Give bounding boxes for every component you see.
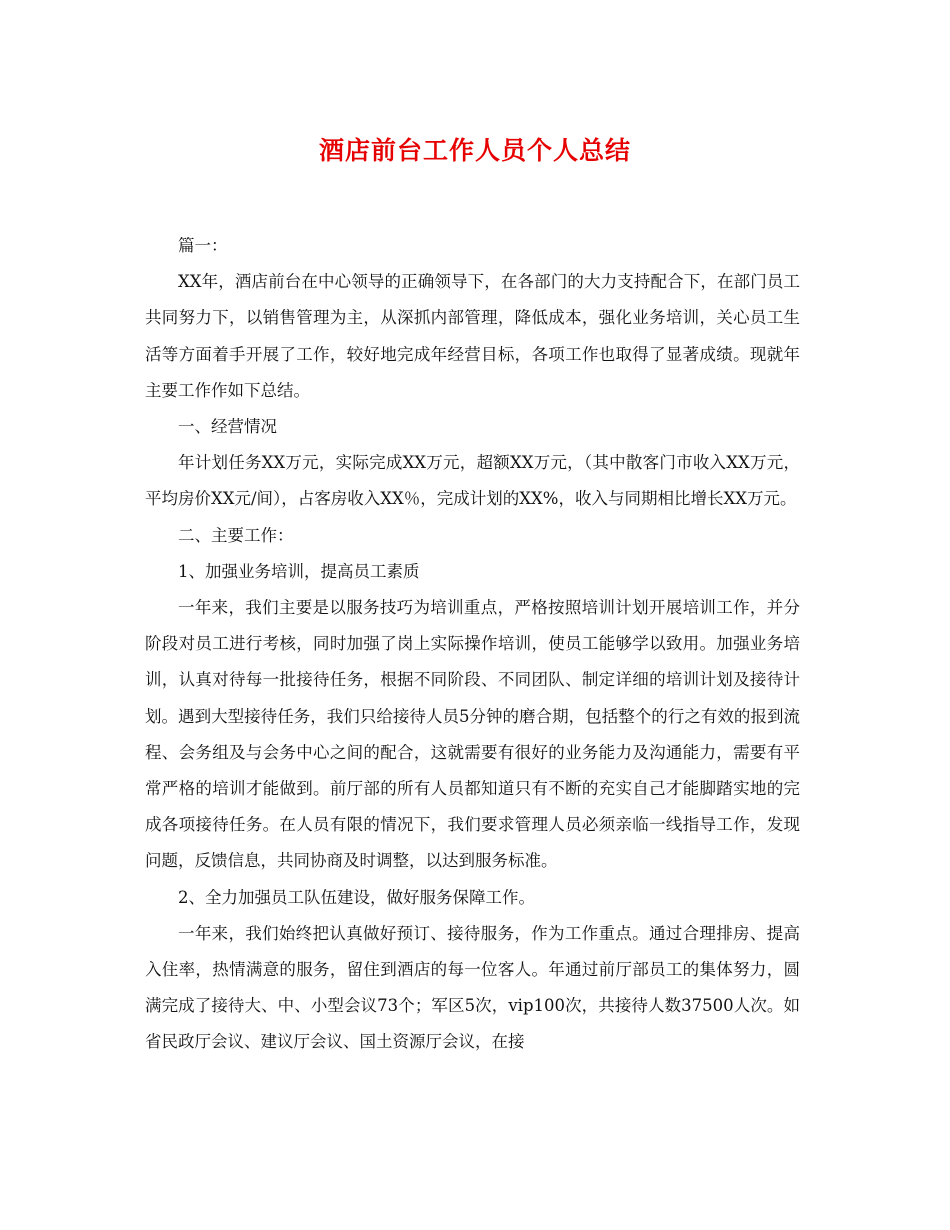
team-building-paragraph: 一年来，我们始终把认真做好预订、接待服务，作为工作重点。通过合理排房、提高入住率，热情满意的服务，留住到酒店的每一位客人。年通过前厅部员工的集体努力，圆满完成了接待大、中、小型会议73个；军区5次，vip100次，共接待人数37500人次。如省民政厅会议、建议厅会议、国土资源厅会议，在接 bbox=[145, 923, 800, 1052]
training-paragraph: 一年来，我们主要是以服务技巧为培训重点，严格按照培训计划开展培训工作，并分阶段对员工进行考核，同时加强了岗上实际操作培训，使员工能够学以致用。加强业务培训，认真对待每一批接待任务，根据不同阶段、不同团队、制定详细的培训计划及接待计划。遇到大型接待任务，我们只给接待人员5分钟的磨合期，包括整个的行之有效的报到流程、会务组及与会务中心之间的配合，这就需要有很好的业务能力及沟通能力，需要有平常严格的培训才能做到。前厅部的所有人员都知道只有不断的充实自己才能脚踏实地的完成各项接待任务。在人员有限的情况下，我们要求管理人员必须亲临一线指导工作，发现问题，反馈信息，共同协商及时调整，以达到服务标准。 bbox=[145, 598, 800, 871]
document-title: 酒店前台工作人员个人总结 bbox=[318, 136, 631, 165]
heading-operations: 一、经营情况 bbox=[178, 417, 277, 437]
heading-main-work: 二、主要工作： bbox=[178, 525, 294, 545]
operations-paragraph: 年计划任务XX万元，实际完成XX万元，超额XX万元，（其中散客门市收入XX万元，平均房价XX元/间），占客房收入XX％，完成计划的XX%，收入与同期相比增长XX万元。 bbox=[145, 453, 800, 509]
intro-paragraph: XX年，酒店前台在中心领导的正确领导下，在各部门的大力支持配合下，在部门员工共同努力下，以销售管理为主，从深抓内部管理，降低成本，强化业务培训，关心员工生活等方面着手开展了工作，较好地完成年经营目标，各项工作也取得了显著成绩。现就年主要工作作如下总结。 bbox=[145, 272, 800, 400]
document-body bbox=[145, 228, 800, 1061]
section-label-part-one: 篇一： bbox=[178, 236, 228, 255]
subheading-training: 1、加强业务培训，提高员工素质 bbox=[178, 561, 420, 581]
subheading-team-building: 2、全力加强员工队伍建设，做好服务保障工作。 bbox=[178, 887, 535, 907]
